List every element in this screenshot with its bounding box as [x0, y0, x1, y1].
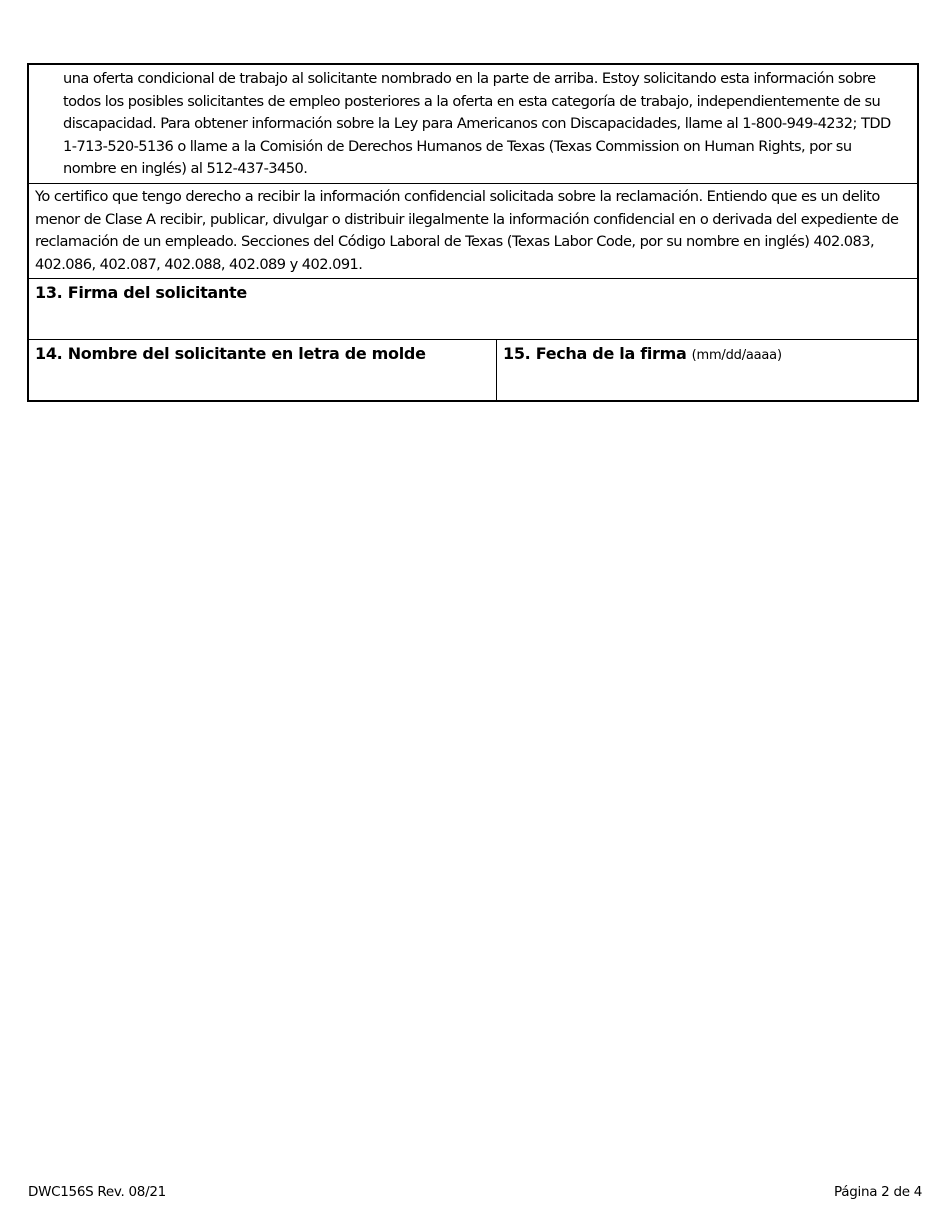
signature-date-field[interactable]	[497, 340, 917, 400]
continued-disclosure-text: una oferta condicional de trabajo al solicitante nombrado en la parte de arriba. Estoy solicitando esta información sobre todos los posibles solicitantes de empleo posteriores a la oferta en esta categoría de trabajo, independientemente de su discapacidad. Para obtener información sobre la Ley para Americanos con Discapacidades, llame al 1-800-949-4232; TDD 1-713-520-5136 o llame a la Comisión de Derechos Humanos de Texas (Texas Commission on Human Rights, por su nombre en inglés) al 512-437-3450.	[29, 65, 917, 184]
certification-statement: Yo certifico que tengo derecho a recibir la información confidencial solicitada sobre la reclamación. Entiendo que es un delito menor de Clase A recibir, publicar, divulgar o distribuir ilegalmente la información confidencial en o derivada del expediente de reclamación de un empleado. Secciones del Código Laboral de Texas (Texas Labor Code, por su nombre en inglés) 402.083, 402.086, 402.087, 402.088, 402.089 y 402.091.	[29, 184, 917, 279]
applicant-signature-label: 13. Firma del solicitante	[35, 283, 247, 303]
signature-date-format-hint: (mm/dd/aaaa)	[691, 348, 782, 364]
applicant-printed-name-field[interactable]	[29, 340, 497, 400]
applicant-printed-name-label: 14. Nombre del solicitante en letra de molde	[35, 344, 426, 364]
request-form	[27, 63, 919, 402]
name-date-row	[29, 340, 917, 400]
signature-date-label: 15. Fecha de la firma	[503, 344, 687, 364]
form-revision-id: DWC156S Rev. 08/21	[28, 1184, 166, 1200]
page-number: Página 2 de 4	[834, 1184, 922, 1200]
applicant-signature-field[interactable]	[29, 279, 917, 340]
